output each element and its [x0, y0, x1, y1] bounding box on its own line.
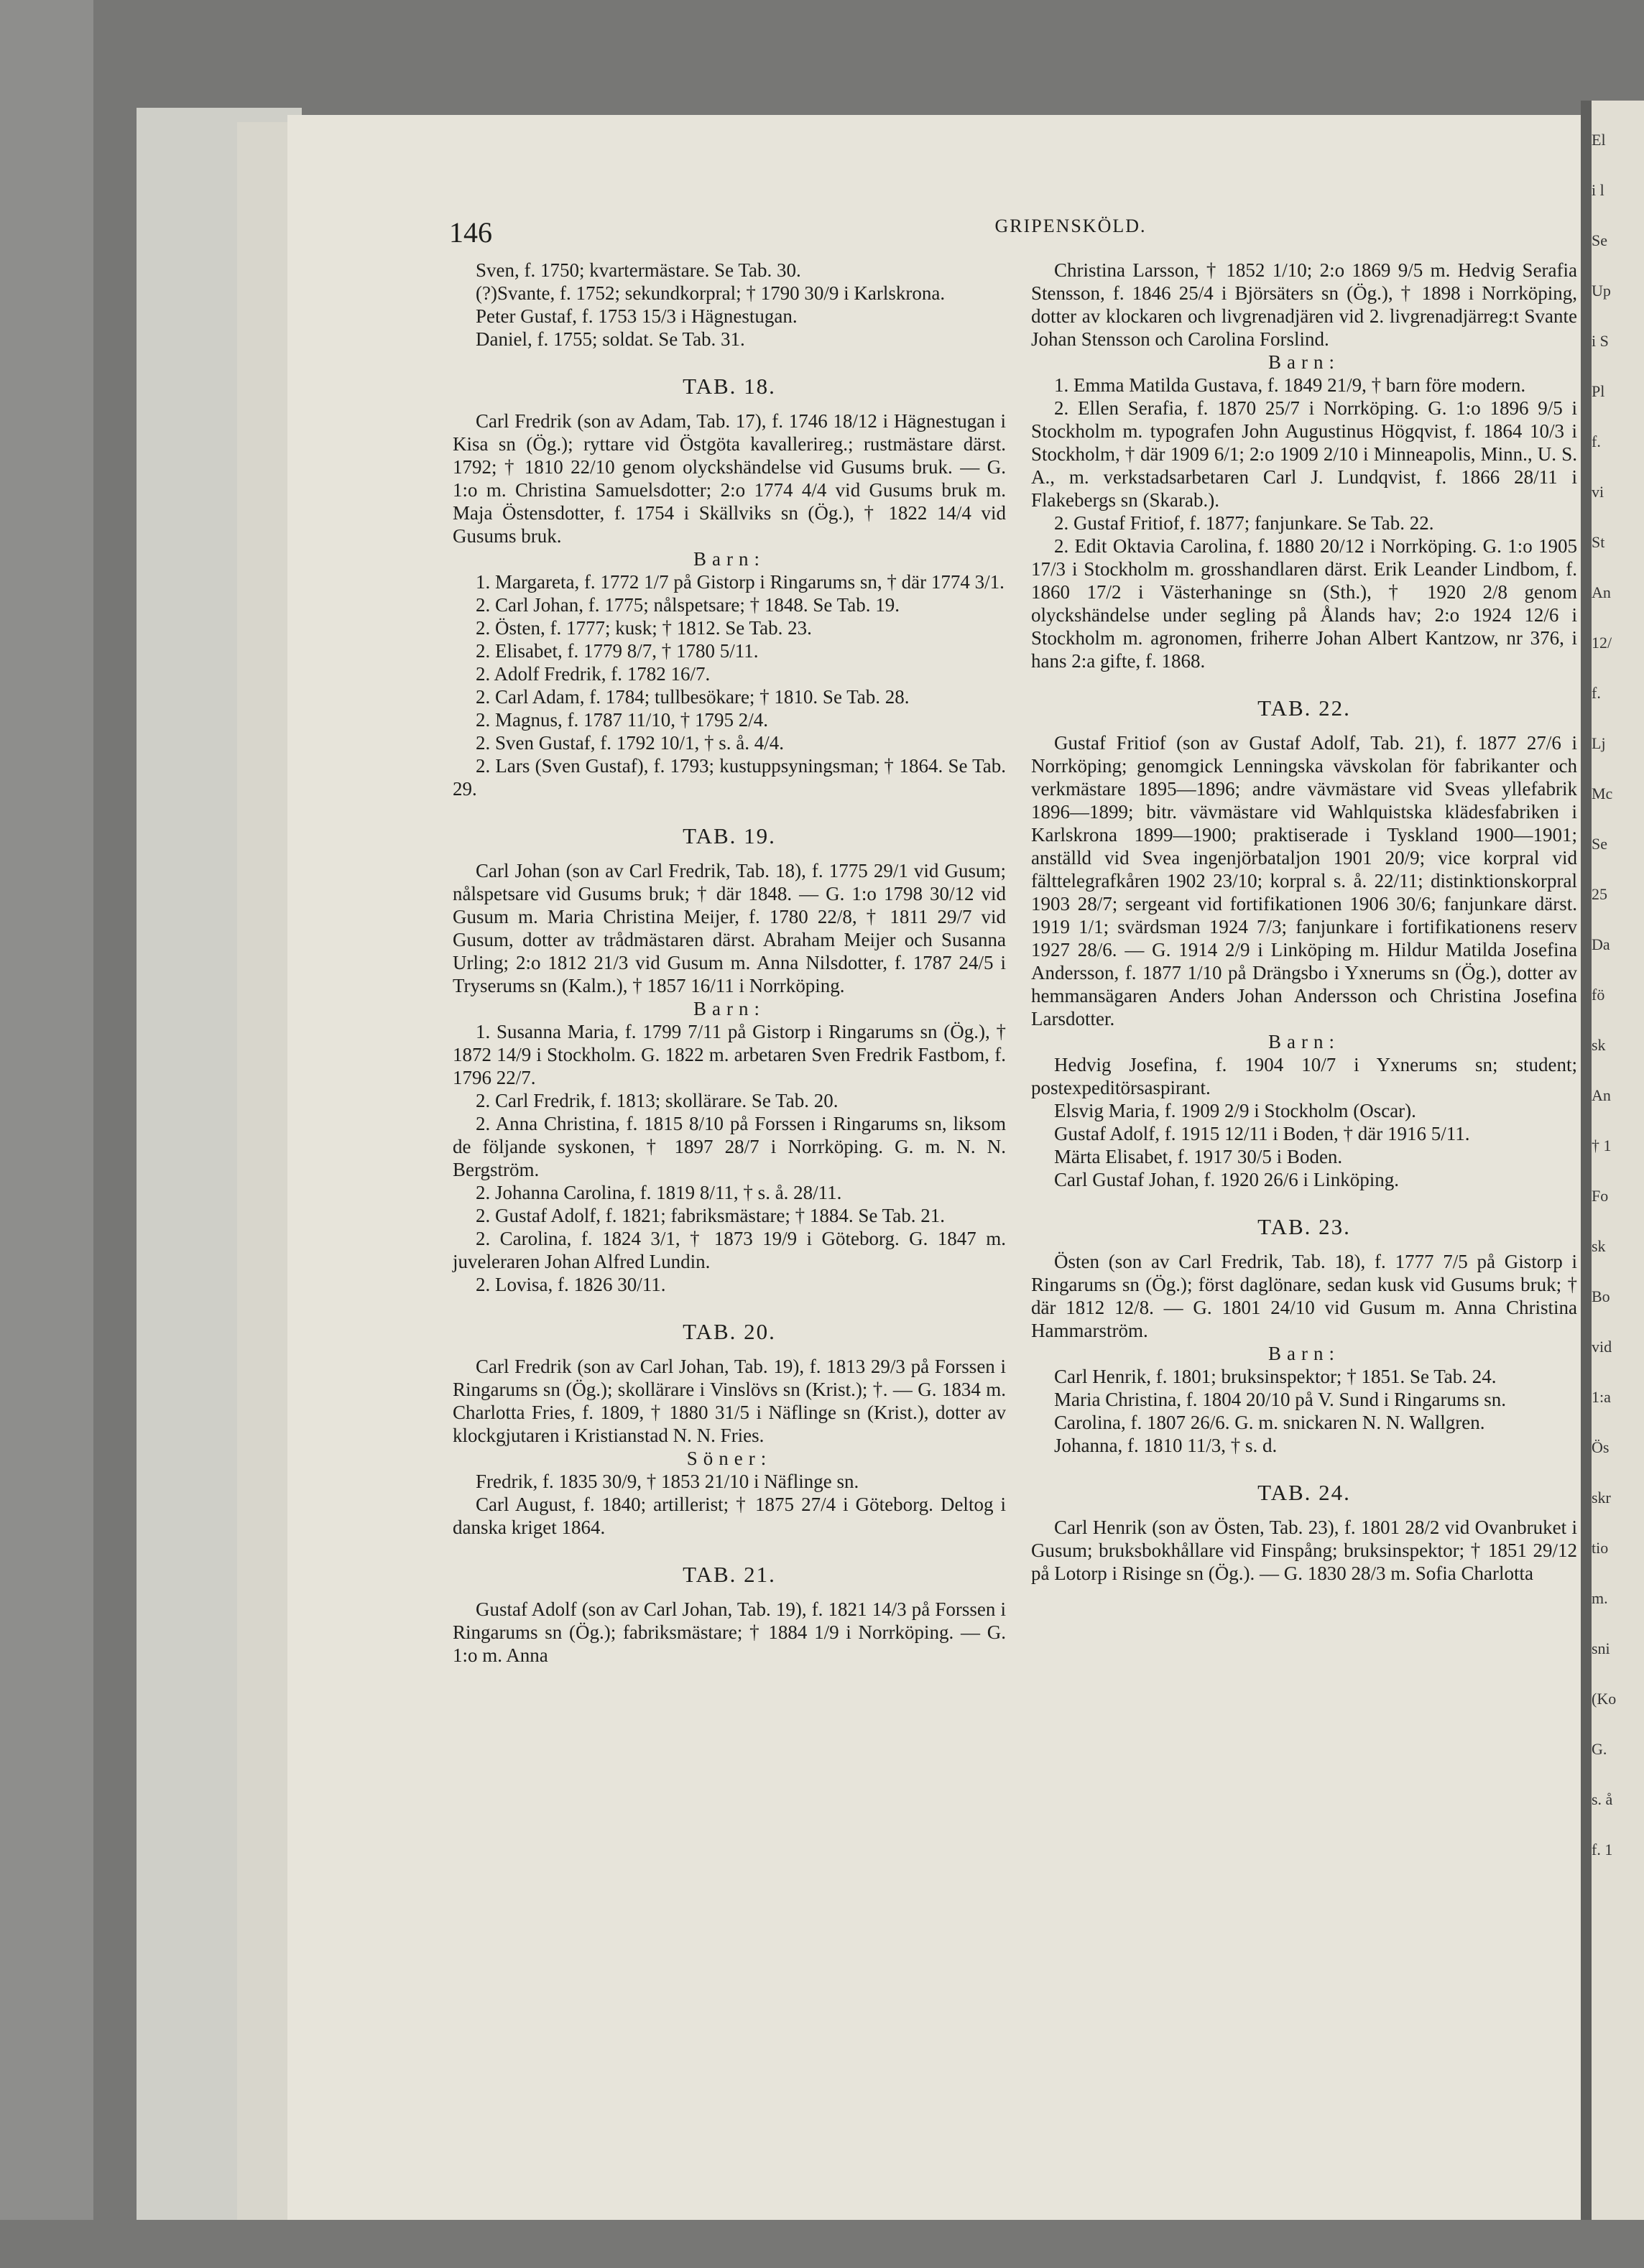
- entry-paragraph: 2. Magnus, f. 1787 11/10, † 1795 2/4.: [476, 709, 768, 731]
- edge-fragment: vid: [1592, 1338, 1612, 1356]
- entry-paragraph: 2. Adolf Fredrik, f. 1782 16/7.: [476, 663, 711, 685]
- running-head: GRIPENSKÖLD.: [994, 216, 1147, 236]
- entry-paragraph: Östen (son av Carl Fredrik, Tab. 18), f. 1777 7/5 på Gistorp i Ringarums sn (Ög.); först daglönare, sedan kusk vid Gusums bruk; † där 1812 12/8. — G. 1801 24/10 vid Gusum m. Anna Christina Hammarström.: [1031, 1251, 1577, 1341]
- edge-fragment: 1:a: [1592, 1388, 1611, 1406]
- entry-paragraph: Maria Christina, f. 1804 20/10 på V. Sund i Ringarums sn.: [1054, 1389, 1506, 1410]
- entry-paragraph: 2. Anna Christina, f. 1815 8/10 på Forssen i Ringarums sn, liksom de följande syskonen, † 1897 28/7 i Norrköping. G. m. N. N. Bergström.: [453, 1113, 1006, 1180]
- entry-paragraph: 2. Elisabet, f. 1779 8/7, † 1780 5/11.: [476, 640, 759, 662]
- edge-fragment: Se: [1592, 231, 1607, 249]
- entry-paragraph: Carl Johan (son av Carl Fredrik, Tab. 18), f. 1775 29/1 vid Gusum; nålspetsare vid Gusums bruk; † där 1848. — G. 1:o 1798 30/12 vid Gusum m. Maria Christina Meijer, f. 1780 22/8, † 1811 29/7 vid Gusum, dotter av trådmästaren därst. Abraham Meijer och Susanna Urling; 2:o 1812 21/3 vid Gusum m. Anna Nilsdotter, f. 1787 24/5 i Tryserums sn (Kalm.), † 1857 16/11 i Norrköping.: [453, 860, 1006, 996]
- entry-paragraph: 2. Lars (Sven Gustaf), f. 1793; kustuppsyningsman; † 1864. Se Tab. 29.: [453, 755, 1006, 800]
- edge-fragment: An: [1592, 1086, 1611, 1104]
- edge-fragment: † 1: [1592, 1137, 1612, 1154]
- table-heading: TAB. 18.: [683, 374, 776, 399]
- entry-paragraph: Gustaf Adolf, f. 1915 12/11 i Boden, † där 1916 5/11.: [1054, 1123, 1470, 1144]
- entry-paragraph: 1. Emma Matilda Gustava, f. 1849 21/9, † barn före modern.: [1054, 374, 1526, 396]
- edge-fragment: m.: [1592, 1589, 1608, 1607]
- children-heading: Barn:: [1268, 351, 1340, 373]
- edge-fragment: skr: [1592, 1489, 1611, 1506]
- edge-fragment: (Ko: [1592, 1690, 1617, 1708]
- table-heading: TAB. 20.: [683, 1319, 776, 1344]
- entry-paragraph: Gustaf Adolf (son av Carl Johan, Tab. 19), f. 1821 14/3 på Forssen i Ringarums sn (Ög.); fabriksmästare; † 1884 1/9 i Norrköping. — G. 1:o m. Anna: [453, 1598, 1006, 1666]
- edge-fragment: vi: [1592, 483, 1604, 501]
- entry-paragraph: Johanna, f. 1810 11/3, † s. d.: [1054, 1435, 1278, 1456]
- entry-paragraph: 2. Lovisa, f. 1826 30/11.: [476, 1274, 666, 1295]
- edge-fragment: 12/: [1592, 634, 1612, 652]
- edge-fragment: f. 1: [1592, 1841, 1613, 1859]
- left-column: [453, 259, 1006, 1667]
- table-heading: TAB. 23.: [1257, 1214, 1351, 1239]
- entry-paragraph: Elsvig Maria, f. 1909 2/9 i Stockholm (Oscar).: [1054, 1100, 1416, 1121]
- edge-fragment: An: [1592, 583, 1611, 601]
- entry-paragraph: Carl Henrik (son av Östen, Tab. 23), f. 1801 28/2 vid Ovanbruket i Gusum; bruksbokhållare vid Finspång; bruksinspektor; † 1851 29/12 på Lotorp i Risinge sn (Ög.). — G. 1830 28/3 m. Sofia Charlotta: [1031, 1517, 1577, 1584]
- entry-paragraph: 2. Carl Fredrik, f. 1813; skollärare. Se Tab. 20.: [476, 1090, 839, 1111]
- table-heading: TAB. 21.: [683, 1562, 776, 1587]
- edge-fragment: Ös: [1592, 1438, 1610, 1456]
- entry-paragraph: 2. Johanna Carolina, f. 1819 8/11, † s. å. 28/11.: [476, 1182, 842, 1203]
- entry-paragraph: 2. Gustaf Fritiof, f. 1877; fanjunkare. Se Tab. 22.: [1054, 512, 1434, 534]
- edge-fragment: Bo: [1592, 1287, 1610, 1305]
- table-heading: TAB. 22.: [1257, 695, 1351, 721]
- edge-fragment: G.: [1592, 1740, 1607, 1758]
- children-heading: Barn:: [1268, 1343, 1340, 1364]
- children-heading: Barn:: [693, 548, 765, 570]
- entry-paragraph: 2. Edit Oktavia Carolina, f. 1880 20/12 i Norrköping. G. 1:o 1905 17/3 i Stockholm m. grosshandlaren därst. Erik Leander Lindbom, f. 1860 17/2 i Västerhaninge sn (Sth.), † 1920 2/8 genom olyckshändelse under segling på Ålands hav; 2:o 1924 12/6 i Stockholm m. agronomen, friherre Johan Albert Kantzow, nr 376, i hans 2:a gifte, f. 1868.: [1031, 535, 1577, 672]
- entry-paragraph: 2. Sven Gustaf, f. 1792 10/1, † s. å. 4/4.: [476, 732, 784, 754]
- edge-fragment: Up: [1592, 282, 1611, 300]
- edge-fragment: i S: [1592, 332, 1609, 350]
- edge-fragment: f.: [1592, 684, 1601, 702]
- entry-paragraph: Märta Elisabet, f. 1917 30/5 i Boden.: [1054, 1146, 1343, 1167]
- next-page-edge: [1592, 115, 1644, 2126]
- edge-fragment: Da: [1592, 935, 1610, 953]
- edge-fragment: Lj: [1592, 734, 1606, 752]
- edge-fragment: El: [1592, 131, 1606, 149]
- entry-paragraph: 2. Ellen Serafia, f. 1870 25/7 i Norrköping. G. 1:o 1896 9/5 i Stockholm m. typografen John Augustinus Högqvist, f. 1864 10/3 i Stockholm, † där 1909 6/1; 2:o 1909 2/10 i Minneapolis, Minn., U. S. A., m. verkstadsarbetaren Carl J. Lundqvist, f. 1866 28/11 i Flakebergs sn (Skarab.).: [1031, 397, 1577, 511]
- entry-paragraph: 1. Susanna Maria, f. 1799 7/11 på Gistorp i Ringarums sn (Ög.), † 1872 14/9 i Stockholm. G. 1822 m. arbetaren Sven Fredrik Fastbom, f. 1796 22/7.: [453, 1021, 1006, 1088]
- edge-fragment: sk: [1592, 1036, 1606, 1054]
- page-number: 146: [449, 216, 492, 249]
- entry-paragraph: Peter Gustaf, f. 1753 15/3 i Hägnestugan.: [476, 305, 798, 327]
- children-heading: Barn:: [693, 998, 765, 1019]
- entry-paragraph: Fredrik, f. 1835 30/9, † 1853 21/10 i Näflinge sn.: [476, 1471, 859, 1492]
- table-heading: TAB. 24.: [1257, 1480, 1351, 1505]
- entry-paragraph: 2. Carolina, f. 1824 3/1, † 1873 19/9 i Göteborg. G. 1847 m. juveleraren Johan Alfred Lundin.: [453, 1228, 1006, 1272]
- entry-paragraph: Carl Henrik, f. 1801; bruksinspektor; † 1851. Se Tab. 24.: [1054, 1366, 1497, 1387]
- children-heading: Söner:: [686, 1448, 772, 1469]
- entry-paragraph: 2. Östen, f. 1777; kusk; † 1812. Se Tab. 23.: [476, 617, 812, 639]
- edge-fragment: sk: [1592, 1237, 1606, 1255]
- edge-fragment: Mc: [1592, 784, 1613, 802]
- entry-paragraph: Gustaf Fritiof (son av Gustaf Adolf, Tab. 21), f. 1877 27/6 i Norrköping; genomgick Lenningska vävskolan för fabrikanter och verkmästare 1895—1896; andre vävmästare vid Sveas yllefabrik 1896—1899; bitr. vävmästare vid Wahlquistska klädesfabriken i Karlskrona 1899—1900; praktiserade i Tyskland 1900—1901; anställd vid Svea ingenjörbataljon 1901 20/9; vice korpral vid fälttelegrafkåren 1902 23/10; korpral s. å. 22/11; distinktionskorpral 1903 28/7; sergeant vid fortifikationen 1906 30/6; fanjunkare därst. 1919 1/1; svärdsman 1924 7/3; fanjunkare i fortifikationens reserv 1927 28/6. — G. 1914 2/9 i Linköping m. Hildur Matilda Josefina Andersson, f. 1877 1/10 på Drängsbo i Yxnerums sn (Ög.), dotter av hemmansägaren Anders Johan Andersson och Christina Josefina Larsdotter.: [1031, 732, 1577, 1029]
- entry-paragraph: Carl Fredrik (son av Adam, Tab. 17), f. 1746 18/12 i Hägnestugan i Kisa sn (Ög.); ryttare vid Östgöta kavallerireg.; rustmästare därst. 1792; † 1810 22/10 genom olyckshändelse vid Gusums bruk. — G. 1:o m. Christina Samuelsdotter; 2:o 1774 4/4 vid Gusums bruk m. Maja Östensdotter, f. 1754 i Skällviks sn (Ög.), † 1822 14/4 vid Gusums bruk.: [453, 410, 1006, 547]
- entry-paragraph: 2. Carl Adam, f. 1784; tullbesökare; † 1810. Se Tab. 28.: [476, 686, 910, 708]
- right-column: [1031, 259, 1577, 1585]
- entry-paragraph: Carl August, f. 1840; artillerist; † 1875 27/4 i Göteborg. Deltog i danska kriget 1864.: [453, 1494, 1006, 1538]
- edge-fragment: f.: [1592, 432, 1601, 450]
- children-heading: Barn:: [1268, 1031, 1340, 1052]
- edge-fragment: s. å: [1592, 1790, 1613, 1808]
- edge-fragment: 25: [1592, 885, 1607, 903]
- entry-paragraph: Sven, f. 1750; kvartermästare. Se Tab. 30.: [476, 259, 801, 281]
- entry-paragraph: Daniel, f. 1755; soldat. Se Tab. 31.: [476, 328, 745, 350]
- entry-paragraph: Christina Larsson, † 1852 1/10; 2:o 1869 9/5 m. Hedvig Serafia Stensson, f. 1846 25/4 i Björsäters sn (Ög.), † 1898 i Norrköping, dotter av klockaren och livgrenadjären vid 2. livgrenadjärreg:t Svante Johan Stensson och Carolina Forslind.: [1031, 259, 1577, 350]
- entry-paragraph: (?)Svante, f. 1752; sekundkorpral; † 1790 30/9 i Karlskrona.: [476, 282, 946, 304]
- edge-fragment: sni: [1592, 1639, 1610, 1657]
- entry-paragraph: Hedvig Josefina, f. 1904 10/7 i Yxnerums sn; student; postexpeditörsaspirant.: [1031, 1054, 1577, 1098]
- entry-paragraph: Carl Fredrik (son av Carl Johan, Tab. 19), f. 1813 29/3 på Forssen i Ringarums sn (Ög.); skollärare i Vinslövs sn (Krist.); †. — G. 1834 m. Charlotta Fries, f. 1809, † 1880 31/5 i Näflinge sn (Krist.), dotter av klockgjutaren i Kristianstad N. N. Fries.: [453, 1356, 1006, 1446]
- edge-fragment: Fo: [1592, 1187, 1609, 1205]
- edge-fragment: Pl: [1592, 382, 1605, 400]
- table-heading: TAB. 19.: [683, 823, 776, 848]
- edge-fragment: Se: [1592, 835, 1607, 853]
- entry-paragraph: Carl Gustaf Johan, f. 1920 26/6 i Linköping.: [1054, 1169, 1399, 1190]
- entry-paragraph: Carolina, f. 1807 26/6. G. m. snickaren N. N. Wallgren.: [1054, 1412, 1485, 1433]
- edge-fragment: tio: [1592, 1539, 1609, 1557]
- entry-paragraph: 2. Gustaf Adolf, f. 1821; fabriksmästare; † 1884. Se Tab. 21.: [476, 1205, 946, 1226]
- entry-paragraph: 1. Margareta, f. 1772 1/7 på Gistorp i Ringarums sn, † där 1774 3/1.: [476, 571, 1005, 593]
- entry-paragraph: 2. Carl Johan, f. 1775; nålspetsare; † 1848. Se Tab. 19.: [476, 594, 900, 616]
- edge-fragment: St: [1592, 533, 1605, 551]
- edge-fragment: i l: [1592, 181, 1604, 199]
- book-page: [259, 108, 1595, 2220]
- edge-fragment: fö: [1592, 986, 1605, 1004]
